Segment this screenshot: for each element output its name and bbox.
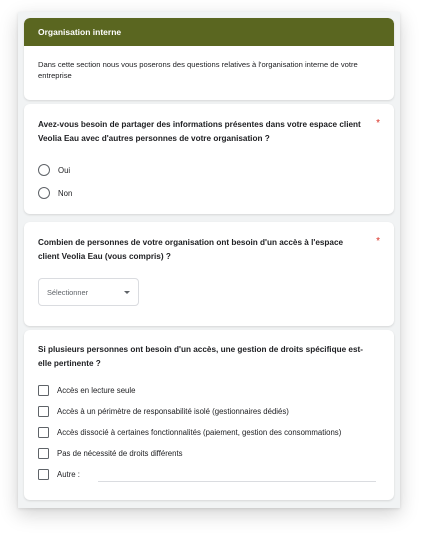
question-card-count <box>24 222 394 326</box>
checkbox-option-isolated-scope[interactable] <box>38 406 289 417</box>
section-card <box>24 18 394 100</box>
option-label: Non <box>58 188 73 198</box>
option-label: Oui <box>58 165 71 175</box>
other-text-input[interactable] <box>98 481 376 482</box>
question-title: Avez-vous besoin de partager des informations présentes dans votre espace client Veolia Eau avec d'autres personnes de votre organisation ? <box>38 120 361 143</box>
section-description: Dans cette section nous vous poserons des questions relatives à l'organisation interne de votre entreprise <box>38 60 358 80</box>
form-frame <box>18 12 400 508</box>
section-header <box>24 18 394 46</box>
option-label: Accès dissocié à certaines fonctionnalités (paiement, gestion des consommations) <box>57 428 342 437</box>
checkbox[interactable] <box>38 469 49 480</box>
checkbox-option-read-only[interactable] <box>38 385 135 396</box>
chevron-down-icon <box>124 291 130 294</box>
question-card-rights <box>24 330 394 500</box>
radio-option-oui[interactable] <box>38 164 70 176</box>
option-label: Accès à un périmètre de responsabilité isolé (gestionnaires dédiés) <box>57 407 289 416</box>
radio-button[interactable] <box>38 164 50 176</box>
select-placeholder: Sélectionner <box>47 287 89 297</box>
radio-button[interactable] <box>38 187 50 199</box>
checkbox[interactable] <box>38 385 49 396</box>
checkbox[interactable] <box>38 448 49 459</box>
checkbox[interactable] <box>38 406 49 417</box>
question-title: Si plusieurs personnes ont besoin d'un accès, une gestion de droits spécifique est-elle pertinente ? <box>38 345 363 368</box>
checkbox-option-other[interactable] <box>38 469 80 480</box>
required-mark: * <box>376 236 380 247</box>
required-mark: * <box>376 118 380 129</box>
checkbox-option-no-different-rights[interactable] <box>38 448 183 459</box>
checkbox-option-dissociated-access[interactable] <box>38 427 341 438</box>
option-label: Autre : <box>57 470 80 479</box>
question-title: Combien de personnes de votre organisation ont besoin d'un accès à l'espace client Veolia Eau (vous compris) ? <box>38 238 344 261</box>
radio-option-non[interactable] <box>38 187 72 199</box>
count-select[interactable] <box>38 278 139 306</box>
option-label: Pas de nécessité de droits différents <box>57 449 183 458</box>
checkbox[interactable] <box>38 427 49 438</box>
section-title: Organisation interne <box>38 27 122 37</box>
question-card-share <box>24 104 394 214</box>
option-label: Accès en lecture seule <box>57 386 136 395</box>
